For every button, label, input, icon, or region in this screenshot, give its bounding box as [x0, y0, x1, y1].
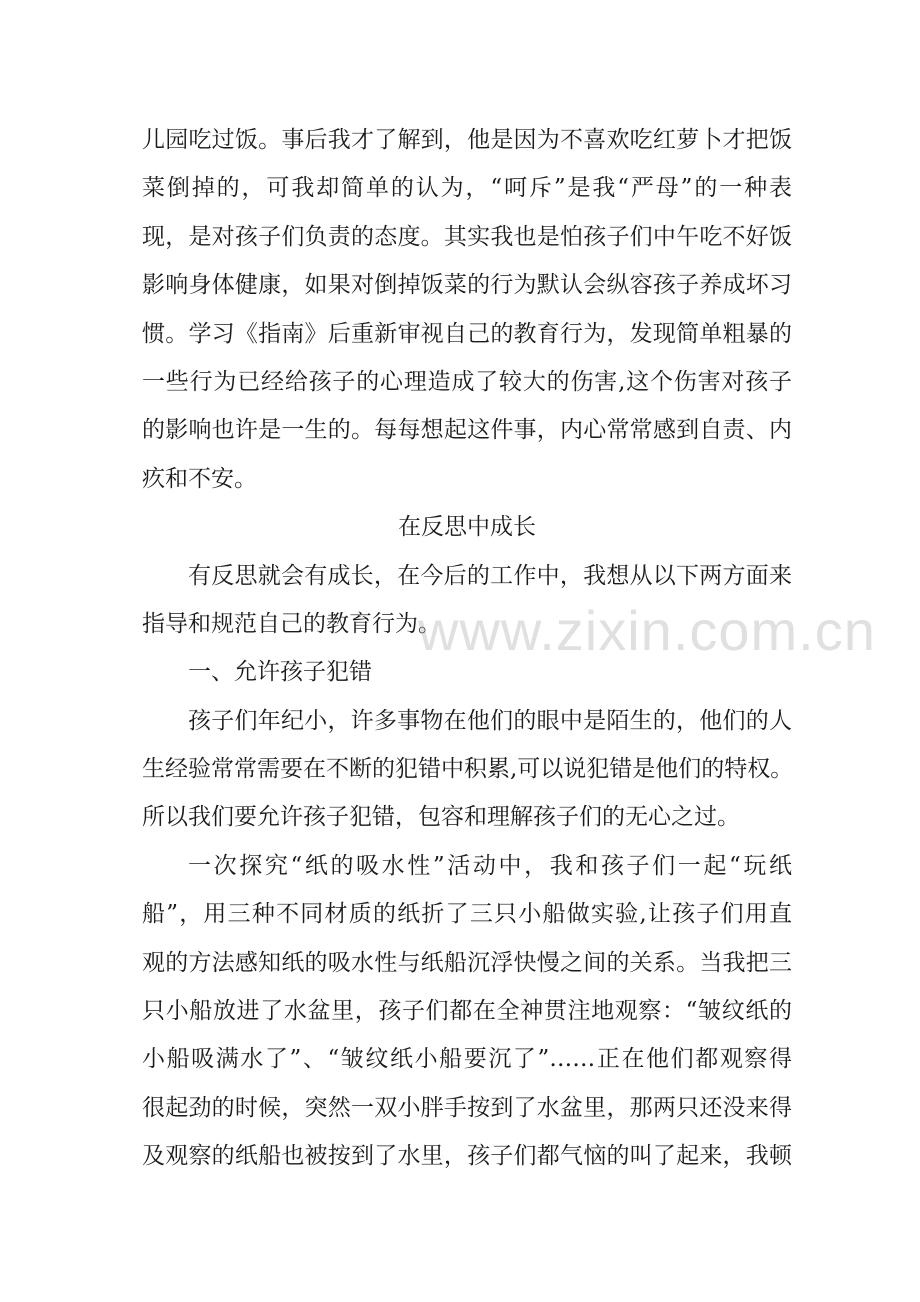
text-line: 船”，用三种不同材质的纸折了三只小船做实验,让孩子们用直 [142, 901, 792, 928]
text-line: 及观察的纸船也被按到了水里，孩子们都气恼的叫了起来，我顿 [142, 1143, 792, 1170]
text-line: 儿园吃过饭。事后我才了解到，他是因为不喜欢吃红萝卜才把饭 [142, 127, 792, 153]
section-heading: 在反思中成长 [398, 514, 536, 541]
watermark: www.zixin.com.cn [418, 599, 876, 662]
text-line: 所以我们要允许孩子犯错，包容和理解孩子们的无心之过。 [142, 804, 740, 831]
text-line: 影响身体健康，如果对倒掉饭菜的行为默认会纵容孩子养成坏习 [142, 272, 792, 299]
text-line: 观的方法感知纸的吸水性与纸船沉浮快慢之间的关系。当我把三 [142, 949, 792, 976]
text-line: 孩子们年纪小，许多事物在他们的眼中是陌生的，他们的人 [188, 707, 792, 734]
text-line: 指导和规范自己的教育行为。 [142, 610, 441, 637]
text-line: 小船吸满水了”、“皱纹纸小船要沉了”……正在他们都观察得 [142, 1046, 792, 1073]
text-line: 一些行为已经给孩子的心理造成了较大的伤害,这个伤害对孩子 [142, 368, 792, 395]
text-line: 生经验常常需要在不断的犯错中积累,可以说犯错是他们的特权。 [142, 756, 794, 783]
text-line: 一次探究“纸的吸水性”活动中，我和孩子们一起“玩纸 [188, 852, 792, 879]
text-line: 只小船放进了水盆里，孩子们都在全神贯注地观察：“皱纹纸的 [142, 998, 792, 1025]
text-line: 菜倒掉的，可我却简单的认为，“呵斥”是我“严母”的一种表 [142, 175, 792, 202]
text-line: 现，是对孩子们负责的态度。其实我也是怕孩子们中午吃不好饭 [142, 223, 792, 250]
text-line: 疚和不安。 [142, 465, 257, 492]
subheading: 一、允许孩子犯错 [188, 659, 372, 686]
text-line: 惯。学习《指南》后重新审视自己的教育行为，发现简单粗暴的 [142, 320, 792, 347]
body-text [142, 116, 792, 1181]
text-line: 有反思就会有成长，在今后的工作中，我想从以下两方面来 [188, 562, 792, 589]
text-line: 的影响也许是一生的。每每想起这件事，内心常常感到自责、内 [142, 417, 792, 444]
text-line: 很起劲的时候，突然一双小胖手按到了水盆里，那两只还没来得 [142, 1094, 792, 1121]
